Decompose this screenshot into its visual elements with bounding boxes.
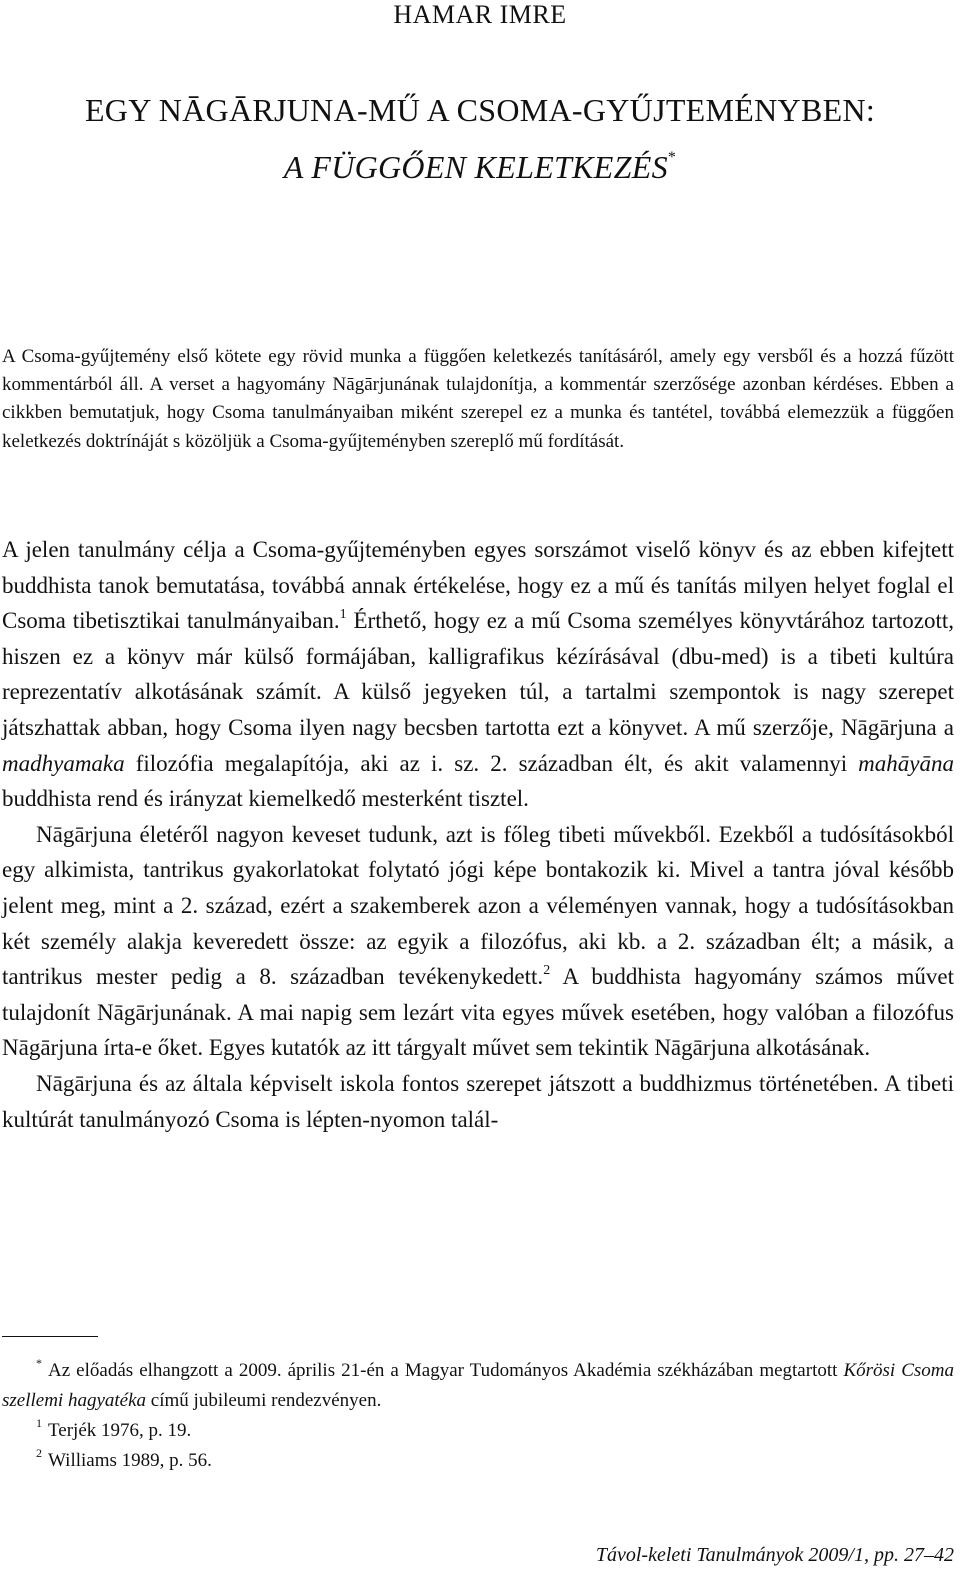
p1-text-d: buddhista rend és irányzat kiemelkedő mesterként tisztel. (2, 786, 529, 812)
body-paragraph-1 (2, 532, 954, 817)
footnote-star (2, 1356, 954, 1416)
body-paragraph-2 (2, 817, 954, 1066)
footnote-star-event-title: Kőrösi Csoma szellemi hagyatéka (2, 1360, 954, 1411)
author-name: HAMAR IMRE (393, 0, 567, 29)
p2-text-a: Nāgārjuna életéről nagyon keveset tudunk, azt is főleg tibeti művekből. Ezekből a tudósításokból egy alkimista, tantrikus gyakorlatokat folytató jógi képe bontakozik ki. Mivel a tantra jóval később jelent meg, mint a 2. század, ezért a szakemberek azon a véleményen vannak, hogy a tudósításokban két személy alakja keveredett össze: az egyik a filozófus, aki kb. a 2. században élt; a másik, a tantrikus mester pedig a 8. században tevékenykedett. (2, 821, 954, 990)
p2-text-b: A buddhista hagyomány számos művet tulajdonít Nāgārjunának. A mai napig sem lezárt vita egyes művek esetében, hogy valóban a filozófus Nāgārjuna írta-e őket. Egyes kutatók az itt tárgyalt művet sem tekintik Nāgārjuna alkotásának. (2, 964, 955, 1061)
subtitle-text: A FÜGGŐEN KELETKEZÉS (283, 149, 668, 185)
footnote-separator (2, 1336, 98, 1337)
article-subtitle (0, 134, 960, 191)
footnote-star-text-b: című jubileumi rendezvényen. (146, 1390, 382, 1411)
journal-citation: Távol-keleti Tanulmányok 2009/1, pp. 27–42 (595, 1544, 954, 1566)
p1-text-b: Érthető, hogy ez a mű Csoma személyes könyvtárához tartozott, hiszen ez a könyv már külső formájában, kalligrafikus kézírásával (dbu-med) is a tibeti kultúra reprezentatív alkotásának számít. A külső jegyeken túl, a tartalmi szempontok is nagy szerepet játszhattak abban, hogy Csoma ilyen nagy becsben tartotta ezt a könyvet. A mű szerzője, Nāgārjuna a (2, 608, 954, 740)
term-mahayana: mahāyāna (858, 750, 954, 776)
p1-text-c: filozófia megalapítója, aki az i. sz. 2. században élt, és akit valamennyi (124, 750, 859, 776)
footnote-1-text: Terjék 1976, p. 19. (48, 1420, 192, 1441)
p1-text-a: A jelen tanulmány célja a Csoma-gyűjteményben egyes sorszámot viselő könyv és az ebben kifejtett buddhista tanok bemutatása, továbbá annak értékelése, hogy ez a mű és tanítás milyen helyet foglal el Csoma tibetisztikai tanulmányaiban. (2, 537, 954, 634)
footnote-1 (2, 1416, 954, 1446)
footnote-1-marker: 1 (36, 1416, 42, 1430)
footnote-star-marker: * (36, 1356, 42, 1370)
footnote-ref-1[interactable]: 1 (339, 607, 347, 623)
footnote-ref-2[interactable]: 2 (543, 963, 551, 979)
footnote-2 (2, 1446, 954, 1476)
article-body (2, 532, 954, 1137)
title-footnote-marker[interactable]: * (667, 149, 677, 166)
article-title: EGY NĀGĀRJUNA-MŰ A CSOMA-GYŰJTEMÉNYBEN: (84, 92, 876, 128)
footnote-2-marker: 2 (36, 1446, 42, 1460)
footnote-2-text: Williams 1989, p. 56. (48, 1450, 212, 1471)
abstract: A Csoma-gyűjtemény első kötete egy rövid munka a függően keletkezés tanításáról, amely egy versből és a hozzá fűzött kommentárból áll. A verset a hagyomány Nāgārjunának tulajdonítja, a kommentár szerzősége azonban kérdéses. Ebben a cikkben bemutatjuk, hogy Csoma tanulmányaiban miként szerepel ez a munka és tantétel, továbbá elemezzük a függően keletkezés doktrínáját s közöljük a Csoma-gyűjteményben szereplő mű fordítását. (2, 346, 954, 452)
body-paragraph-3: Nāgārjuna és az általa képviselt iskola fontos szerepet játszott a buddhizmus történetében. A tibeti kultúrát tanulmányozó Csoma is lépten-nyomon talál- (2, 1070, 954, 1132)
footnote-star-text-a: Az előadás elhangzott a 2009. április 21-én a Magyar Tudományos Akadémia székházában megtartott (48, 1360, 844, 1381)
term-madhyamaka: madhyamaka (2, 750, 125, 776)
footnotes (2, 1356, 954, 1476)
